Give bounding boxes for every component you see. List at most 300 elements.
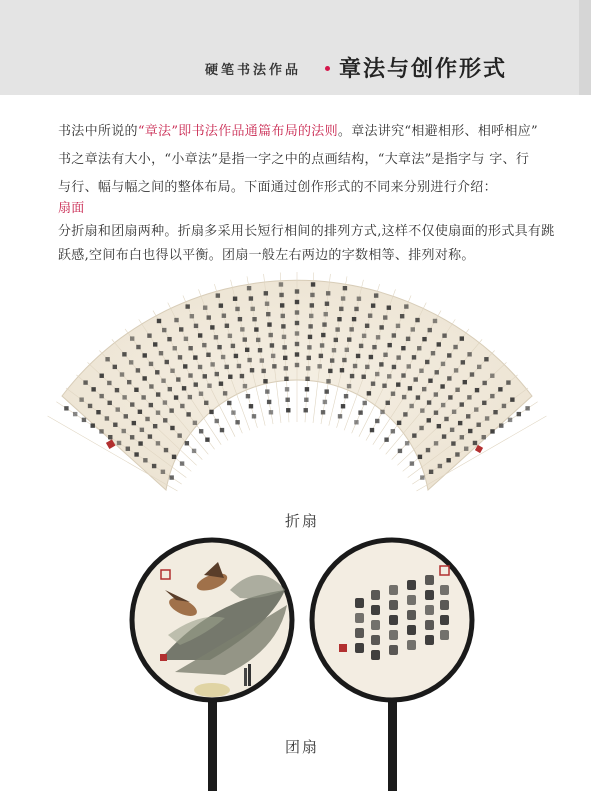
fan-brush-mark [132, 421, 136, 425]
fan-brush-mark [161, 379, 165, 383]
fan-brush-mark [306, 366, 310, 370]
fan-brush-mark [451, 441, 455, 445]
fan-brush-mark [365, 324, 369, 328]
fan-brush-mark [370, 428, 374, 432]
fan-brush-mark [415, 318, 419, 322]
fan-brush-mark [130, 402, 134, 406]
intro-line-2: 书之章法有大小，“小章法”是指一字之中的点画结构，“大章法”是指字与 字、行 [58, 152, 530, 167]
round-fan-brush-mark [407, 595, 416, 605]
fan-brush-mark [153, 424, 157, 428]
fan-brush-mark [83, 380, 87, 384]
fan-brush-mark [156, 441, 160, 445]
fan-brush-mark [155, 370, 159, 374]
fan-brush-mark [476, 423, 480, 427]
fan-brush-mark [358, 410, 362, 414]
fan-brush-mark [474, 407, 478, 411]
fan-brush-mark [169, 475, 173, 479]
round-fan-brush-mark [440, 585, 449, 595]
fan-brush-mark [508, 418, 512, 422]
fan-brush-mark [441, 403, 445, 407]
fan-brush-mark [219, 303, 223, 307]
fan-brush-mark [156, 392, 160, 396]
fan-brush-mark [484, 357, 488, 361]
fan-brush-mark [330, 358, 334, 362]
fan-brush-mark [470, 372, 474, 376]
fan-brush-mark [361, 375, 365, 379]
fan-brush-mark [214, 335, 218, 339]
fan-brush-mark [404, 304, 408, 308]
fan-brush-mark [256, 338, 260, 342]
fan-brush-mark [143, 458, 147, 462]
fan-brush-mark [199, 392, 203, 396]
fan-brush-mark [391, 392, 395, 396]
fan-brush-mark [427, 418, 431, 422]
fan-brush-mark [269, 333, 273, 337]
fan-brush-mark [115, 388, 119, 392]
fan-brush-mark [210, 362, 214, 366]
fan-brush-mark [400, 314, 404, 318]
fan-brush-mark [498, 387, 502, 391]
fan-brush-mark [82, 418, 86, 422]
fan-brush-mark [237, 364, 241, 368]
fan-brush-mark [468, 429, 472, 433]
fan-brush-mark [79, 397, 83, 401]
fan-brush-mark [127, 380, 131, 384]
fan-brush-mark [145, 417, 149, 421]
fan-brush-mark [406, 337, 410, 341]
fan-brush-mark [326, 291, 330, 295]
fan-brush-mark [353, 364, 357, 368]
fan-brush-mark [434, 392, 438, 396]
fan-brush-mark [205, 437, 209, 441]
fan-brush-mark [100, 374, 104, 378]
fan-brush-mark [243, 384, 247, 388]
fan-brush-mark [235, 307, 239, 311]
fan-brush-mark [183, 364, 187, 368]
fan-brush-mark [105, 357, 109, 361]
fan-brush-mark [216, 293, 220, 297]
round-fan-brush-mark [407, 610, 416, 620]
fan-brush-mark [387, 374, 391, 378]
fan-brush-mark [88, 404, 92, 408]
fan-brush-mark [281, 324, 285, 328]
fan-brush-mark [207, 384, 211, 388]
fan-brush-mark [387, 305, 391, 309]
fan-brush-mark [130, 336, 134, 340]
fan-brush-mark [188, 373, 192, 377]
fan-brush-mark [228, 375, 232, 379]
round-fan-brush-mark [389, 630, 398, 640]
fan-brush-mark [433, 319, 437, 323]
fan-brush-mark [384, 437, 388, 441]
fan-brush-mark [349, 327, 353, 331]
fan-brush-mark [502, 404, 506, 408]
round-fan-brush-mark [407, 640, 416, 650]
fan-brush-mark [149, 362, 153, 366]
round-fan-brush-mark [371, 650, 380, 660]
fan-brush-mark [249, 404, 253, 408]
fan-brush-mark [396, 324, 400, 328]
fan-brush-mark [337, 317, 341, 321]
round-fan-brush-mark [425, 620, 434, 630]
fan-brush-mark [113, 365, 117, 369]
fan-brush-mark [311, 282, 315, 286]
fan-brush-mark [231, 410, 235, 414]
fan-brush-mark [324, 389, 328, 393]
fan-brush-mark [434, 411, 438, 415]
fan-brush-mark [190, 314, 194, 318]
fan-brush-mark [426, 448, 430, 452]
fan-brush-mark [174, 395, 178, 399]
fan-brush-mark [340, 368, 344, 372]
fan-brush-mark [401, 373, 405, 377]
fan-brush-mark [130, 435, 134, 439]
fan-brush-mark [178, 355, 182, 359]
fan-brush-mark [122, 429, 126, 433]
fan-brush-mark [412, 433, 416, 437]
round-fan-brush-mark [371, 590, 380, 600]
fan-brush-mark [482, 401, 486, 405]
fan-brush-mark [344, 394, 348, 398]
fan-brush-mark [402, 395, 406, 399]
fan-brush-mark [419, 369, 423, 373]
fan-brush-mark [341, 404, 345, 408]
fan-brush-mark [374, 293, 378, 297]
fan-brush-mark [295, 289, 299, 293]
fan-brush-mark [455, 452, 459, 456]
fan-brush-mark [458, 421, 462, 425]
fan-brush-mark [223, 391, 227, 395]
fan-brush-mark [225, 324, 229, 328]
fan-brush-mark [194, 382, 198, 386]
fan-brush-mark [227, 401, 231, 405]
fan-brush-mark [193, 421, 197, 425]
fan-brush-mark [376, 335, 380, 339]
fan-brush-mark [252, 414, 256, 418]
fan-brush-mark [295, 363, 299, 367]
fan-brush-mark [272, 364, 276, 368]
fan-brush-mark [284, 377, 288, 381]
fan-brush-mark [126, 447, 130, 451]
fan-brush-mark [215, 372, 219, 376]
fan-brush-mark [418, 455, 422, 459]
round-fan-brush-mark [389, 585, 398, 595]
fan-brush-mark [108, 435, 112, 439]
round-fan-brush-mark [389, 615, 398, 625]
fan-brush-mark [493, 410, 497, 414]
fan-brush-mark [392, 365, 396, 369]
fan-brush-mark [149, 384, 153, 388]
fan-brush-mark [219, 382, 223, 386]
fan-brush-mark [295, 342, 299, 346]
fan-brush-mark [167, 337, 171, 341]
fan-brush-mark [324, 312, 328, 316]
header-title: 章法与创作形式 [339, 56, 508, 82]
fan-brush-mark [162, 328, 166, 332]
fan-brush-mark [460, 435, 464, 439]
fan-brush-mark [309, 314, 313, 318]
fan-brush-mark [482, 435, 486, 439]
fan-brush-mark [163, 418, 167, 422]
fan-brush-mark [105, 416, 109, 420]
fan-brush-mark [122, 395, 126, 399]
fan-brush-mark [99, 429, 103, 433]
fan-brush-mark [235, 420, 239, 424]
fan-brush-mark [198, 333, 202, 337]
fan-brush-mark [170, 369, 174, 373]
fan-brush-mark [368, 314, 372, 318]
fan-brush-mark [73, 412, 77, 416]
fan-brush-mark [352, 317, 356, 321]
fan-brush-mark [422, 387, 426, 391]
fan-brush-mark [258, 348, 262, 352]
round-fan-brush-mark [389, 600, 398, 610]
fan-brush-mark [173, 346, 177, 350]
fan-brush-mark [228, 334, 232, 338]
fan-brush-mark [107, 381, 111, 385]
fan-brush-mark [429, 470, 433, 474]
fan-brush-mark [310, 293, 314, 297]
round-fan-brush-mark [355, 598, 364, 608]
fan-brush-mark [249, 296, 253, 300]
fan-brush-mark [335, 327, 339, 331]
fan-brush-mark [382, 384, 386, 388]
fan-brush-mark [199, 429, 203, 433]
fan-brush-mark [182, 386, 186, 390]
fan-brush-mark [206, 353, 210, 357]
fan-brush-mark [425, 360, 429, 364]
fan-brush-mark [398, 449, 402, 453]
fan-brush-mark [428, 379, 432, 383]
fan-brush-mark [240, 327, 244, 331]
fan-brush-mark [217, 345, 221, 349]
round-fan-brush-mark [425, 635, 434, 645]
fan-brush-mark [310, 303, 314, 307]
fan-brush-mark [446, 458, 450, 462]
fan-brush-mark [99, 394, 103, 398]
fan-brush-mark [222, 314, 226, 318]
fan-brush-mark [371, 382, 375, 386]
fan-brush-mark [270, 343, 274, 347]
fan-brush-mark [461, 360, 465, 364]
fan-brush-mark [447, 353, 451, 357]
fan-brush-mark [192, 449, 196, 453]
painting-seal-bottom [160, 654, 167, 661]
fan-brush-mark [122, 352, 126, 356]
fan-brush-mark [379, 325, 383, 329]
fan-brush-mark [420, 408, 424, 412]
fan-brush-mark [342, 358, 346, 362]
fan-brush-mark [420, 475, 424, 479]
fan-brush-mark [482, 381, 486, 385]
fan-brush-mark [202, 343, 206, 347]
fan-brush-mark [383, 315, 387, 319]
fan-brush-mark [367, 391, 371, 395]
fan-brush-mark [452, 410, 456, 414]
fan-brush-mark [188, 395, 192, 399]
fan-brush-mark [326, 379, 330, 383]
fan-brush-mark [347, 384, 351, 388]
fan-brush-mark [279, 282, 283, 286]
fan-brush-mark [464, 447, 468, 451]
fan-brush-mark [467, 395, 471, 399]
fan-brush-mark [225, 365, 229, 369]
fan-brush-mark [411, 327, 415, 331]
fan-brush-mark [252, 317, 256, 321]
fan-brush-mark [345, 348, 349, 352]
fan-brush-mark [463, 380, 467, 384]
fan-brush-mark [152, 464, 156, 468]
fan-brush-mark [295, 352, 299, 356]
fan-brush-mark [161, 470, 165, 474]
fan-brush-mark [391, 429, 395, 433]
fan-brush-mark [338, 414, 342, 418]
fan-brush-mark [517, 412, 521, 416]
fan-brush-mark [267, 322, 271, 326]
fan-brush-mark [444, 417, 448, 421]
fan-brush-mark [328, 369, 332, 373]
section-heading: 扇面 [58, 201, 85, 216]
fan-brush-mark [185, 441, 189, 445]
fan-brush-mark [203, 374, 207, 378]
fan-brush-mark [198, 365, 202, 369]
fan-brush-mark [473, 441, 477, 445]
fan-brush-mark [149, 403, 153, 407]
fan-brush-mark [416, 395, 420, 399]
fan-brush-mark [372, 345, 376, 349]
fan-brush-mark [174, 318, 178, 322]
fan-brush-mark [380, 410, 384, 414]
fan-brush-mark [188, 346, 192, 350]
fan-brush-mark [387, 343, 391, 347]
fan-brush-mark [408, 386, 412, 390]
fan-brush-mark [371, 303, 375, 307]
fan-brush-mark [405, 441, 409, 445]
intro-line-3: 与行、幅与幅之间的整体布局。下面通过创作形式的不同来分别进行介绍： [58, 180, 497, 195]
fan-brush-mark [263, 379, 267, 383]
fan-brush-mark [323, 400, 327, 404]
fan-brush-mark [396, 355, 400, 359]
fan-brush-mark [447, 376, 451, 380]
fan-brush-mark [260, 358, 264, 362]
round-fan-calligraphy [312, 540, 472, 791]
fan-brush-mark [165, 360, 169, 364]
fan-brush-mark [308, 324, 312, 328]
fan-brush-mark [437, 342, 441, 346]
fan-brush-mark [375, 372, 379, 376]
fan-brush-mark [307, 345, 311, 349]
fan-brush-mark [412, 355, 416, 359]
fan-brush-mark [332, 348, 336, 352]
fan-brush-mark [140, 428, 144, 432]
fan-brush-mark [247, 358, 251, 362]
fan-brush-mark [419, 426, 423, 430]
fan-brush-mark [271, 354, 275, 358]
fan-brush-mark [209, 410, 213, 414]
round-fan-brush-mark [371, 605, 380, 615]
fan-brush-mark [431, 351, 435, 355]
fan-brush-mark [265, 389, 269, 393]
fan-brush-mark [475, 388, 479, 392]
round-fan-brush-mark [389, 645, 398, 655]
fan-brush-mark [409, 404, 413, 408]
fan-brush-mark [396, 382, 400, 386]
fan-brush-mark [180, 461, 184, 465]
fan-brush-mark [159, 351, 163, 355]
round-fan-brush-mark [440, 630, 449, 640]
fan-brush-mark [282, 345, 286, 349]
fan-brush-mark [440, 384, 444, 388]
fan-brush-mark [134, 452, 138, 456]
fan-brush-mark [164, 448, 168, 452]
caption-round-fan: 团扇 [285, 738, 320, 756]
fan-brush-mark [246, 394, 250, 398]
fan-brush-mark [442, 333, 446, 337]
fan-brush-mark [266, 312, 270, 316]
fan-brush-mark [116, 407, 120, 411]
fan-brush-mark [410, 461, 414, 465]
fan-brush-mark [422, 337, 426, 341]
fan-brush-mark [163, 400, 167, 404]
fan-brush-mark [233, 297, 237, 301]
fan-brush-mark [269, 410, 273, 414]
fan-brush-mark [261, 369, 265, 373]
fan-brush-mark [284, 366, 288, 370]
fan-brush-mark [460, 402, 464, 406]
round-fan-painting [132, 540, 292, 791]
fan-brush-mark [359, 344, 363, 348]
fan-brush-mark [499, 423, 503, 427]
fan-brush-mark [168, 387, 172, 391]
fan-brush-mark [134, 388, 138, 392]
round-fan-brush-mark [440, 600, 449, 610]
fan-brush-mark [295, 300, 299, 304]
fan-brush-mark [136, 345, 140, 349]
fan-brush-mark [401, 346, 405, 350]
fan-brush-mark [285, 398, 289, 402]
folding-fan [48, 272, 547, 491]
round-fan-brush-mark [407, 580, 416, 590]
round-fan-brush-mark [425, 605, 434, 615]
fan-brush-mark [117, 441, 121, 445]
fan-brush-mark [264, 291, 268, 295]
fan-brush-mark [169, 408, 173, 412]
fan-brush-mark [304, 408, 308, 412]
fan-brush-mark [142, 376, 146, 380]
section-line-2: 跃感,空间布白也得以平衡。团扇一般左右两边的字数相等、排列对称。 [58, 248, 475, 263]
fan-brush-mark [203, 305, 207, 309]
round-fan-brush-mark [355, 643, 364, 653]
fan-brush-mark [357, 297, 361, 301]
fan-brush-mark [407, 364, 411, 368]
fan-brush-mark [234, 354, 238, 358]
fan-brush-mark [305, 377, 309, 381]
fan-brush-mark [108, 401, 112, 405]
fan-brush-mark [308, 335, 312, 339]
fan-brush-mark [510, 397, 514, 401]
fan-brush-mark [319, 354, 323, 358]
fan-brush-mark [339, 307, 343, 311]
fan-brush-mark [251, 307, 255, 311]
intro-line-1-a: 书法中所说的 [58, 124, 138, 139]
fan-brush-mark [375, 419, 379, 423]
fan-brush-mark [153, 342, 157, 346]
fan-brush-mark [435, 370, 439, 374]
fan-brush-mark [156, 411, 160, 415]
fan-brush-mark [453, 345, 457, 349]
fan-brush-mark [490, 374, 494, 378]
fan-brush-mark [193, 355, 197, 359]
